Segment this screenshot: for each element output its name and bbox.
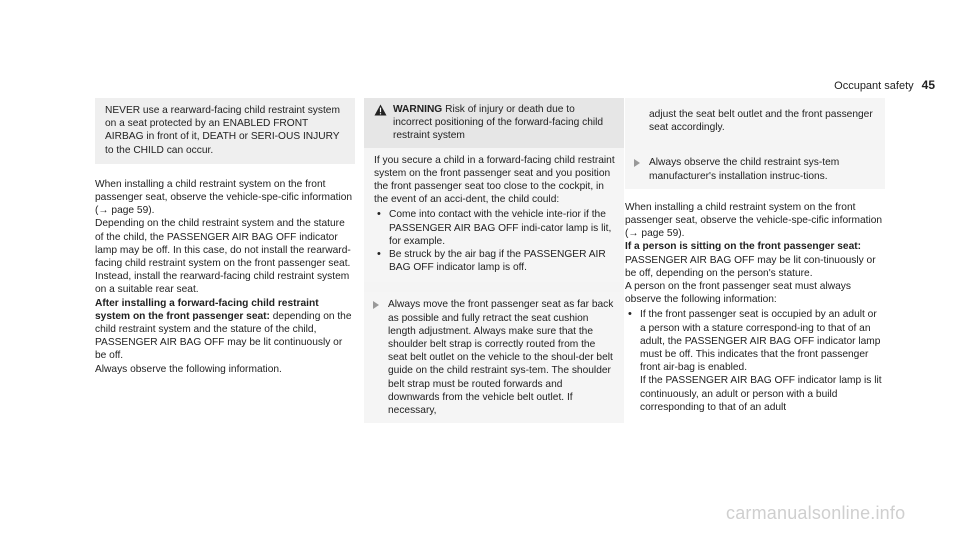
list-item: • If the front passenger seat is occupied by an adult or a person with a stature correspond-ing to that of an adult, the PASSENGER AIR BAG OFF indicator lamp must be off. This indicates that the front passenger front air-bag is enabled. If the PASSENGER AIR BAG OFF indicator lamp is lit continuously, an adult or person with a build corresponding to that of an adult — [625, 308, 885, 414]
spacer — [364, 282, 624, 292]
spacer — [625, 140, 885, 150]
step-arrow-icon — [373, 301, 379, 309]
bold-lead: If a person is sitting on the front passenger seat: — [625, 241, 862, 253]
page-header — [775, 78, 935, 92]
paragraph: Instead, install the rearward-facing child restraint system on a suitable rear seat. — [95, 271, 350, 296]
list-item: • Come into contact with the vehicle inte-rior if the PASSENGER AIR BAG OFF indi-cator lamp is lit, for example. — [374, 208, 616, 248]
page-number: 45 — [921, 78, 935, 92]
bullet-list — [625, 308, 885, 414]
paragraph: Depending on the child restraint system and the stature of the child, the PASSENGER AIR BAG OFF indicator lamp may be off. In this case, do not install the rearward-facing child restraint system on the front passenger seat. — [95, 218, 351, 270]
instruction-step — [625, 150, 885, 188]
column-3 — [625, 98, 885, 416]
bullet-list — [374, 208, 616, 274]
warning-header — [364, 98, 624, 148]
paragraph: After installing a forward-facing child restraint system on the front passenger seat: depending on the child restraint system and the stature of the child, PASSENGER AIR BAG OFF may be lit continuously or be off. — [95, 297, 352, 362]
notice-box — [95, 98, 355, 164]
instruction-step — [364, 292, 624, 423]
paragraph: When installing a child restraint system on the front passenger seat, observe the vehicle-spe-cific information (→ page 59). — [625, 201, 883, 240]
instruction-step-continued — [625, 98, 885, 140]
warning-body — [364, 148, 624, 283]
column-1 — [95, 98, 355, 376]
section-title: Occupant safety — [834, 80, 914, 92]
watermark: carmanualsonline.info — [726, 503, 906, 523]
list-item: • Be struck by the air bag if the PASSENGER AIR BAG OFF indicator lamp is off. — [374, 248, 616, 274]
step-text: adjust the seat belt outlet and the front passenger seat accordingly. — [649, 109, 873, 134]
paragraph: Always observe the following information. — [95, 363, 282, 375]
column-2 — [364, 98, 624, 423]
warning-label: WARNING — [393, 104, 443, 115]
paragraph: If a person is sitting on the front passenger seat: PASSENGER AIR BAG OFF may be lit con-tinuously or be off, depending on the person's stature. — [625, 241, 876, 279]
warning-title: Risk of injury or death due to incorrect positioning of the forward-facing child restraint system — [393, 104, 604, 142]
warning-triangle-icon — [374, 104, 387, 116]
paragraph: A person on the front passenger seat must always observe the following information: — [625, 281, 851, 306]
step-arrow-icon — [634, 159, 640, 167]
paragraph: If you secure a child in a forward-facing child restraint system on the front passenger seat and you position the front passenger seat too close to the cockpit, in the event of an acci-dent, the child could: — [374, 154, 615, 206]
paragraph: When installing a child restraint system on the front passenger seat, observe the vehicle-spe-cific information (→ page 59). — [95, 178, 353, 217]
bold-lead: After installing a forward-facing child restraint system on the front passenger seat: — [95, 297, 319, 322]
step-text: Always move the front passenger seat as far back as possible and fully retract the seat cushion length adjustment. Always make sure that the shoulder belt strap is correctly routed from the seat belt outlet on the vehicle to the shoul-der belt guide on the child restraint sys-tem. The shoulder belt strap must be routed forwards and downwards from the vehicle belt outlet. If necessary, — [388, 299, 614, 417]
notice-text: NEVER use a rearward-facing child restraint system on a seat protected by an ENABLED FRONT AIRBAG in front of it, DEATH or SERI-OUS INJURY to the CHILD can occur. — [105, 105, 340, 156]
step-text: Always observe the child restraint sys-tem manufacturer's installation instruc-tions. — [649, 157, 840, 182]
